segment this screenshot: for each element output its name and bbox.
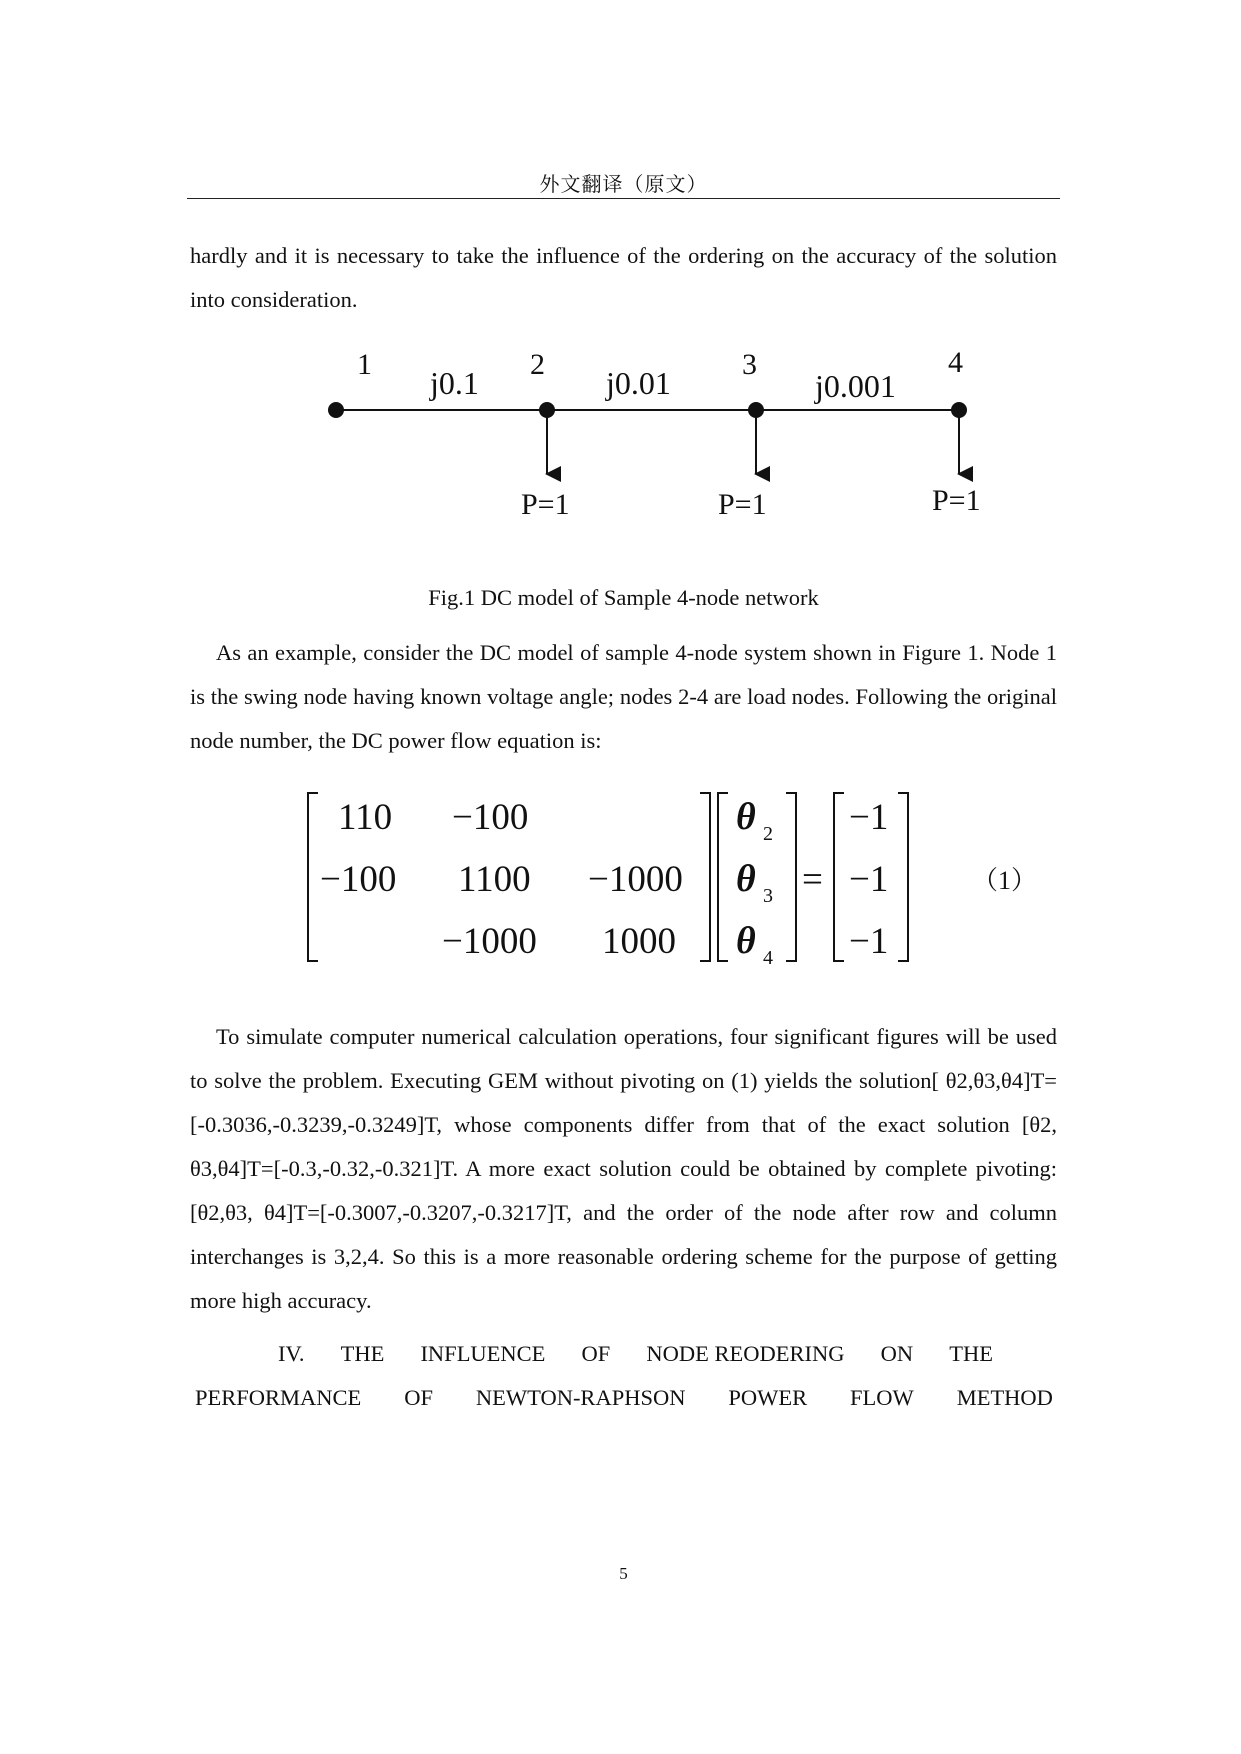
branch-label-1-2: j0.1 xyxy=(430,365,479,401)
section-heading-line-2 xyxy=(190,1376,1053,1420)
theta-subscript: 3 xyxy=(763,885,773,907)
matrix-left-bracket xyxy=(308,793,318,961)
node-1-dot xyxy=(328,402,344,418)
matrix-cell: −100 xyxy=(320,859,397,900)
rhs-value: −1 xyxy=(849,797,889,838)
running-header: 外文翻译（原文） xyxy=(539,172,708,196)
theta-variable: θ xyxy=(736,858,756,900)
heading-word: NODE REODERING xyxy=(646,1341,845,1366)
theta-variable: θ xyxy=(736,920,756,962)
power-flow-equation xyxy=(300,785,1060,970)
matrix-cell: −1000 xyxy=(588,859,683,900)
heading-word: THE xyxy=(340,1341,385,1366)
load-label-2: P=1 xyxy=(521,488,570,521)
rhs-right-bracket xyxy=(898,793,908,961)
section-heading xyxy=(190,1332,1057,1420)
rhs-left-bracket xyxy=(834,793,844,961)
theta-variable: θ xyxy=(736,796,756,838)
heading-word: THE xyxy=(949,1341,993,1366)
page-number: 5 xyxy=(619,1564,628,1583)
load-label-4: P=1 xyxy=(932,484,981,517)
equals-sign: = xyxy=(802,859,823,900)
figure-caption: Fig.1 DC model of Sample 4-node network xyxy=(428,585,819,610)
network-diagram xyxy=(300,330,1000,540)
node-label-2: 2 xyxy=(530,348,545,381)
example-paragraph: As an example, consider the DC model of sample 4-node system shown in Figure 1. Node 1 is the swing node having known voltage angle; nodes 2-4 are load nodes. Following the original node number, the DC power flow equation is: xyxy=(190,640,1057,753)
node-label-1: 1 xyxy=(357,348,372,381)
heading-word: INFLUENCE xyxy=(420,1341,546,1366)
theta-subscript: 2 xyxy=(763,823,773,845)
matrix-cell: −1000 xyxy=(442,921,537,962)
intro-paragraph: hardly and it is necessary to take the influence of the ordering on the accuracy of the solution into consideration. xyxy=(190,243,1057,312)
theta-subscript: 4 xyxy=(763,947,773,969)
node-label-4: 4 xyxy=(948,346,963,379)
heading-word: NEWTON-RAPHSON xyxy=(475,1385,686,1410)
simulation-paragraph: To simulate computer numerical calculation operations, four significant figures will be used to solve the problem. Executing GEM without pivoting on (1) yields the solution[ θ2,θ3,θ4]T=[-0.3036,-0.3239,-0.3249]T, whose components differ from that of the exact solution [θ2, θ3,θ4]T=[-0.3,-0.32,-0.321]T. A more exact solution could be obtained by complete pivoting: [θ2,θ3, θ4]T=[-0.3007,-0.3207,-0.3217]T, and the order of the node after row and column interchanges is 3,2,4. So this is a more reasonable ordering scheme for the purpose of getting more high accuracy. xyxy=(190,1024,1057,1313)
heading-word: IV. xyxy=(278,1341,305,1366)
heading-word: POWER xyxy=(728,1385,808,1410)
branch-label-3-4: j0.001 xyxy=(815,368,896,404)
matrix-cell: 110 xyxy=(338,797,393,838)
matrix-cell: −100 xyxy=(452,797,529,838)
vector-left-bracket xyxy=(718,793,728,961)
load-label-3: P=1 xyxy=(718,488,767,521)
matrix-cell: 1100 xyxy=(458,859,531,900)
heading-word: OF xyxy=(581,1341,611,1366)
matrix-cell: 1000 xyxy=(602,921,676,962)
branch-label-2-3: j0.01 xyxy=(606,365,671,401)
heading-word: ON xyxy=(880,1341,914,1366)
equation-number: （1） xyxy=(972,866,1038,895)
section-heading-line-1 xyxy=(190,1332,993,1376)
rhs-value: −1 xyxy=(849,859,889,900)
heading-word: FLOW xyxy=(850,1385,914,1410)
heading-word: PERFORMANCE xyxy=(195,1385,362,1410)
heading-word: OF xyxy=(404,1385,433,1410)
matrix-right-bracket xyxy=(700,793,710,961)
node-label-3: 3 xyxy=(742,348,757,381)
heading-word: METHOD xyxy=(956,1385,1053,1410)
rhs-value: −1 xyxy=(849,921,889,962)
vector-right-bracket xyxy=(786,793,796,961)
header-rule xyxy=(187,198,1060,199)
